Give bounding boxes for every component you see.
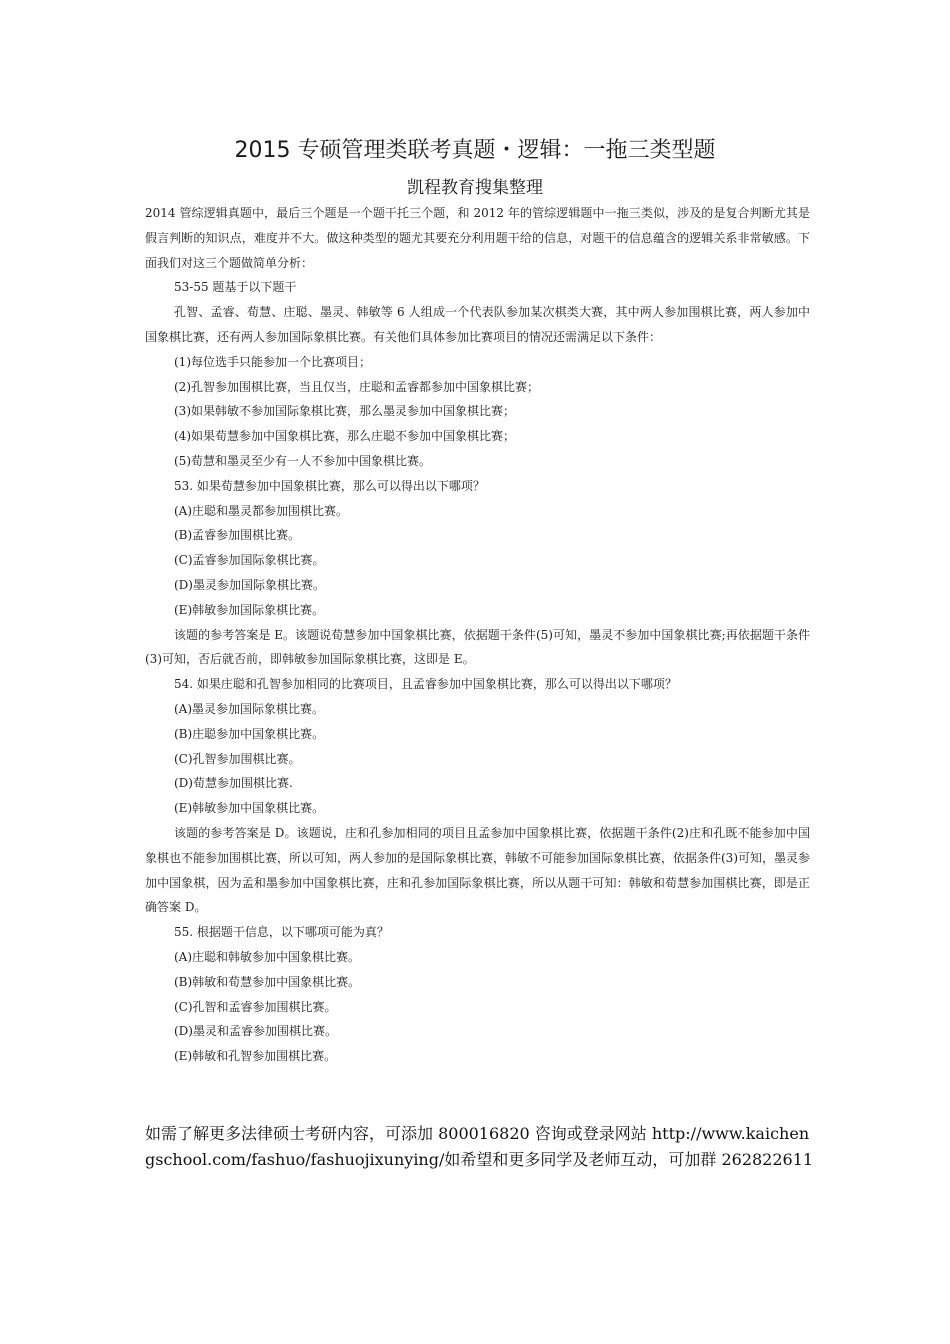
option-item: (C)孔智参加围棋比赛。	[174, 751, 301, 766]
option-item: (A)庄聪和墨灵都参加围棋比赛。	[174, 503, 349, 518]
condition-item: (3)如果韩敏不参加国际象棋比赛，那么墨灵参加中国象棋比赛；	[174, 404, 516, 419]
option-item: (B)庄聪参加中国象棋比赛。	[174, 726, 325, 741]
option-item: (E)韩敏参加国际象棋比赛。	[174, 602, 325, 617]
option-item: (E)韩敏参加中国象棋比赛。	[174, 801, 325, 816]
option-item: (C)孟睿参加国际象棋比赛。	[174, 553, 325, 568]
footer-promo: 如需了解更多法律硕士考研内容，可添加 800016820 咨询或登录网站 http://www.kaichengschool.com/fashuo/fashuojixunying/如希望和更多同学及老师互动，可加群 262822611	[145, 1124, 814, 1169]
option-item: (D)荀慧参加围棋比赛.	[174, 776, 293, 791]
option-item: (D)墨灵和孟睿参加围棋比赛。	[174, 1024, 337, 1039]
condition-item: (2)孔智参加围棋比赛，当且仅当，庄聪和孟睿都参加中国象棋比赛；	[174, 379, 540, 394]
condition-item: (1)每位选手只能参加一个比赛项目；	[174, 354, 371, 369]
question-54: 54. 如果庄聪和孔智参加相同的比赛项目，且孟睿参加中国象棋比赛，那么可以得出以下哪项？	[174, 677, 677, 692]
section-label: 53-55 题基于以下题干	[174, 280, 297, 295]
answer-53: 该题的参考答案是 E。该题说荀慧参加中国象棋比赛，依据题干条件(5)可知，墨灵不参加中国象棋比赛;再依据题干条件(3)可知，否后就否前，即韩敏参加国际象棋比赛，这即是 E。	[145, 627, 810, 667]
option-item: (A)墨灵参加国际象棋比赛。	[174, 701, 325, 716]
condition-item: (5)荀慧和墨灵至少有一人不参加中国象棋比赛。	[174, 453, 431, 468]
intro-paragraph: 2014 管综逻辑真题中，最后三个题是一个题干托三个题，和 2012 年的管综逻辑题中一拖三类似，涉及的是复合判断尤其是假言判断的知识点，难度并不大。做这种类型的题尤其要充分利用题干给的信息，对题干的信息蕴含的逻辑关系非常敏感。下面我们对这三个题做简单分析：	[145, 206, 810, 270]
question-55: 55. 根据题干信息，以下哪项可能为真？	[174, 925, 389, 940]
option-item: (E)韩敏和孔智参加围棋比赛。	[174, 1049, 337, 1064]
question-53: 53. 如果荀慧参加中国象棋比赛，那么可以得出以下哪项？	[174, 478, 485, 493]
question-stem: 孔智、孟睿、荀慧、庄聪、墨灵、韩敏等 6 人组成一个代表队参加某次棋类大赛，其中两人参加围棋比赛，两人参加中国象棋比赛，还有两人参加国际象棋比赛。有关他们具体参加比赛项目的情况还需满足以下条件：	[145, 305, 810, 344]
answer-54: 该题的参考答案是 D。该题说，庄和孔参加相同的项目且孟参加中国象棋比赛，依据题干条件(2)庄和孔既不能参加中国象棋也不能参加围棋比赛，所以可知，两人参加的是国际象棋比赛，韩敏不可能参加国际象棋比赛，依据条件(3)可知，墨灵参加中国象棋，因为孟和墨参加中国象棋比赛，庄和孔参加国际象棋比赛，所以从题干可知：韩敏和荀慧参加围棋比赛，即是正确答案 D。	[145, 825, 811, 915]
document-title: 2015 专硕管理类联考真题・逻辑：一拖三类型题	[234, 138, 716, 163]
option-item: (B)韩敏和荀慧参加中国象棋比赛。	[174, 974, 361, 989]
condition-item: (4)如果荀慧参加中国象棋比赛，那么庄聪不参加中国象棋比赛；	[174, 429, 516, 444]
option-item: (C)孔智和孟睿参加围棋比赛。	[174, 999, 337, 1014]
document-subtitle: 凯程教育搜集整理	[407, 178, 543, 198]
option-item: (D)墨灵参加国际象棋比赛。	[174, 577, 325, 592]
document-body	[145, 201, 810, 1069]
option-item: (A)庄聪和韩敏参加中国象棋比赛。	[174, 949, 361, 964]
option-item: (B)孟睿参加围棋比赛。	[174, 528, 301, 543]
